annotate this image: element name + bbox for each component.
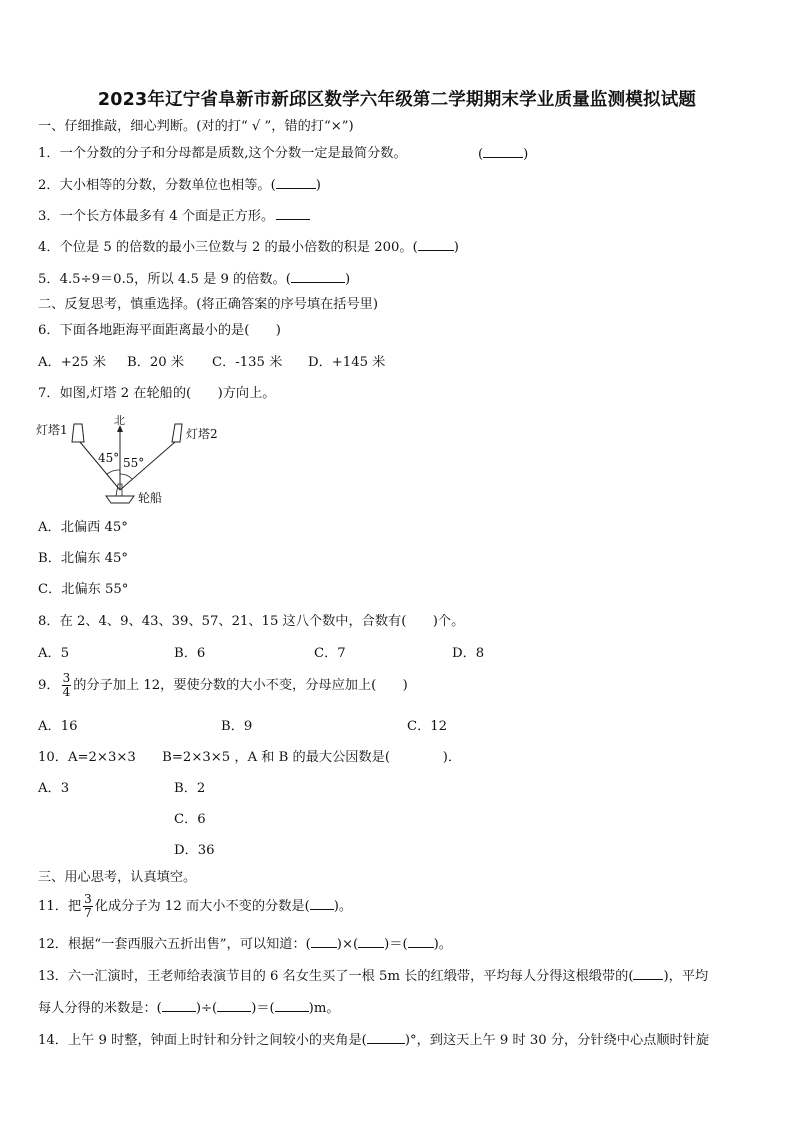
answer-blank[interactable]: [367, 1031, 405, 1044]
north-label: 北: [114, 414, 125, 427]
q6-option-c[interactable]: C．-135 米: [212, 355, 283, 370]
lighthouse-2-label: 灯塔2: [186, 427, 218, 441]
times-sign: )×(: [336, 937, 359, 952]
page-title: 2023年辽宁省阜新市新邱区数学六年级第二学期期末学业质量监测模拟试题: [97, 90, 697, 110]
paren-close: )。: [333, 899, 353, 914]
question-14-text: 14．上午 9 时整，钟面上时针和分针之间较小的夹角是(: [38, 1033, 367, 1048]
answer-blank[interactable]: [358, 935, 384, 948]
question-11-number: 11．把: [38, 899, 82, 914]
fraction-numerator: 3: [62, 671, 71, 685]
question-4: [38, 238, 459, 257]
question-9: [38, 672, 408, 700]
answer-blank[interactable]: [310, 897, 334, 910]
q8-option-d[interactable]: D．8: [452, 646, 485, 661]
answer-blank[interactable]: [408, 935, 434, 948]
answer-blank[interactable]: [483, 145, 523, 158]
q10-option-b[interactable]: B．2: [174, 781, 206, 796]
paren-open: (: [478, 147, 484, 162]
question-2-text: 2．大小相等的分数，分数单位也相等。(: [38, 178, 276, 193]
section-3-heading: 三、用心思考，认真填空。: [38, 870, 197, 885]
equals-sign: )＝(: [251, 1001, 275, 1016]
paren-close: ): [315, 178, 321, 193]
lighthouse-1-label: 灯塔1: [36, 423, 68, 437]
q8-option-a[interactable]: A．5: [38, 646, 70, 661]
lighthouse-1-icon: [72, 424, 84, 442]
lighthouse-2-icon: [172, 424, 182, 442]
question-13-line-1: [38, 967, 708, 986]
ship-lighthouse-diagram: [30, 412, 230, 512]
q10-option-a[interactable]: A．3: [38, 781, 70, 796]
question-12: [38, 935, 452, 954]
answer-blank[interactable]: [217, 999, 251, 1012]
q9-option-b[interactable]: B．9: [221, 719, 253, 734]
fraction-denominator: 4: [62, 685, 71, 699]
q9-option-a[interactable]: A．16: [38, 719, 78, 734]
angle-45-label: 45°: [98, 451, 120, 465]
question-2: [38, 176, 321, 195]
answer-blank[interactable]: [276, 176, 316, 189]
answer-blank[interactable]: [162, 999, 196, 1012]
paren-close: )。: [433, 937, 452, 952]
question-7: 7．如图,灯塔 2 在轮船的( )方向上。: [38, 386, 276, 401]
q8-option-c[interactable]: C．7: [314, 646, 346, 661]
angle-arc-2: [120, 474, 132, 479]
q9-option-c[interactable]: C．12: [407, 719, 448, 734]
question-5-text: 5．4.5÷9＝0.5，所以 4.5 是 9 的倍数。(: [38, 272, 291, 287]
ship-icon: [106, 496, 134, 503]
q7-option-c[interactable]: C．北偏东 55°: [38, 582, 129, 597]
question-3-text: 3．一个长方体最多有 4 个面是正方形。: [38, 209, 275, 224]
question-10: 10．A=2×3×3 B=2×3×5 ，A 和 B 的最大公因数是( )．: [38, 750, 462, 765]
question-9-text: 的分子加上 12，要使分数的大小不变，分母应加上( ): [73, 678, 408, 693]
ship-label: 轮船: [138, 491, 163, 505]
question-13-text-2: 每人分得的米数是：(: [38, 1001, 162, 1016]
fraction-denominator: 7: [84, 906, 92, 920]
question-9-number: 9．: [38, 678, 60, 693]
fraction-numerator: 3: [84, 892, 92, 906]
answer-blank[interactable]: [633, 967, 663, 980]
fraction-3-7: [83, 893, 93, 920]
paren-close: ): [523, 147, 529, 162]
unit-m: )m。: [308, 1001, 340, 1016]
line-to-lighthouse-1: [80, 442, 120, 490]
answer-blank[interactable]: [291, 270, 345, 283]
question-1: [38, 145, 407, 163]
question-8: 8．在 2、4、9、43、39、57、21、15 这八个数中，合数有( )个。: [38, 614, 465, 629]
q6-option-a[interactable]: A．+25 米: [38, 355, 106, 370]
question-14-text-end: )°，到这天上午 9 时 30 分，分针绕中心点顺时针旋: [404, 1033, 710, 1048]
paren-close: ): [344, 272, 351, 287]
fraction-3-4: [62, 672, 72, 699]
section-2-heading: 二、反复思考，慎重选择。(将正确答案的序号填在括号里): [38, 297, 378, 312]
angle-arc-1: [107, 470, 120, 474]
question-13-text-end: )，平均: [663, 969, 709, 984]
answer-blank[interactable]: [276, 207, 310, 220]
question-3: [38, 207, 310, 226]
q7-option-a[interactable]: A．北偏西 45°: [38, 520, 128, 535]
answer-blank[interactable]: [418, 238, 454, 251]
answer-blank[interactable]: [275, 999, 309, 1012]
question-14: [38, 1031, 709, 1050]
question-1-answer: [478, 145, 528, 164]
question-1-text: 1．一个分数的分子和分母都是质数,这个分数一定是最简分数。: [38, 146, 407, 161]
equals-sign: )＝(: [384, 937, 408, 952]
divide-sign: )÷(: [195, 1001, 218, 1016]
q6-option-b[interactable]: B．20 米: [127, 355, 185, 370]
q10-option-c[interactable]: C．6: [174, 812, 206, 827]
question-11: [38, 893, 352, 921]
question-12-text: 12．根据“一套西服六五折出售”，可以知道：(: [38, 937, 311, 952]
q6-option-d[interactable]: D．+145 米: [308, 355, 386, 370]
answer-blank[interactable]: [311, 935, 337, 948]
question-5: [38, 270, 350, 289]
question-11-text: 化成分子为 12 而大小不变的分数是(: [94, 899, 310, 914]
q10-option-d[interactable]: D．36: [174, 843, 215, 858]
angle-55-label: 55°: [123, 456, 145, 470]
question-6: 6．下面各地距海平面距离最小的是( ): [38, 323, 281, 338]
question-4-text: 4．个位是 5 的倍数的最小三位数与 2 的最小倍数的积是 200。(: [38, 240, 418, 255]
section-1-heading: 一、仔细推敲，细心判断。(对的打“ √ ”，错的打“×”): [38, 119, 354, 134]
question-13-line-2: [38, 999, 340, 1018]
q8-option-b[interactable]: B．6: [174, 646, 206, 661]
question-13-text: 13．六一汇演时，王老师给表演节目的 6 名女生买了一根 5m 长的红缎带，平均每人分得这根缎带的(: [38, 969, 634, 984]
q7-option-b[interactable]: B．北偏东 45°: [38, 551, 129, 566]
paren-close: ): [453, 240, 459, 255]
